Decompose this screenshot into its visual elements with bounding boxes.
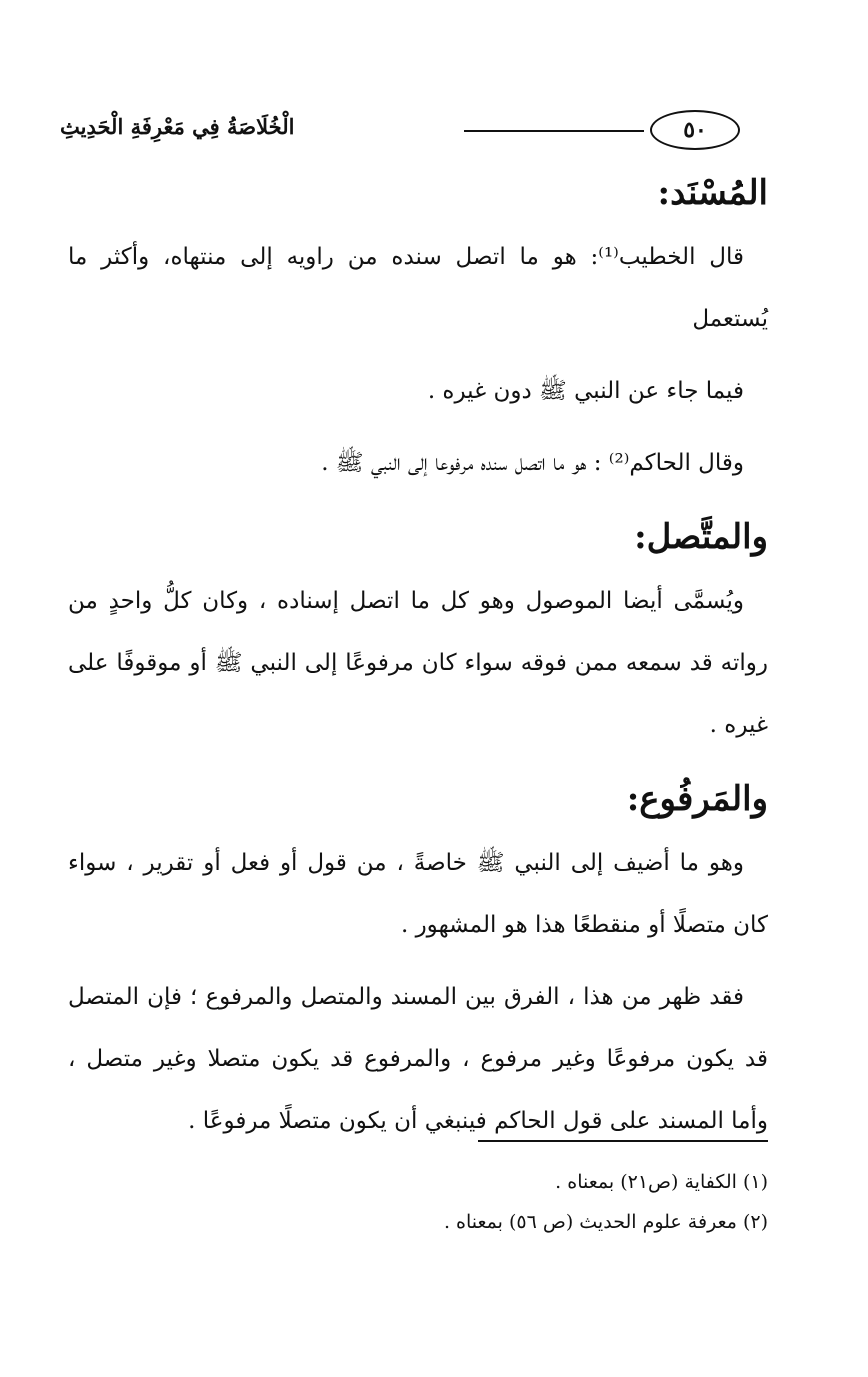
running-title: الْخُلَاصَةُ فِي مَعْرِفَةِ الْحَدِيثِ (60, 114, 295, 139)
paragraph-difference: فقد ظهر من هذا ، الفرق بين المسند والمتصل والمرفوع ؛ فإن المتصل قد يكون مرفوعًا وغير مرفوع ، والمرفوع قد يكون متصلا وغير متصل ، وأما المسند على قول الحاكم فينبغي أن يكون متصلًا مرفوعًا . (68, 984, 768, 1134)
paragraph-muttasil-definition: ويُسمَّى أيضا الموصول وهو كل ما اتصل إسناده ، وكان كلُّ واحدٍ من رواته قد سمعه ممن فوقه سواء كان مرفوعًا إلى النبي ﷺ أو موقوفًا على غيره . (68, 588, 768, 738)
paragraph-musnad-usage: فيما جاء عن النبي ﷺ دون غيره . (427, 378, 744, 404)
heading-muttasil: والمتَّصل: (634, 517, 768, 557)
footnotes (68, 1162, 768, 1242)
heading-musnad: المُسْنَد: (657, 173, 768, 213)
running-header (60, 104, 740, 156)
page-number: ٥٠ (650, 110, 740, 150)
header-rule (464, 130, 644, 132)
heading-marfu: والمَرفُوع: (626, 779, 768, 819)
footnote-1: (١) الكفاية (ص٢١) بمعناه . (555, 1171, 768, 1193)
footnote-2: (٢) معرفة علوم الحديث (ص ٥٦) بمعناه . (443, 1211, 768, 1233)
paragraph-marfu-definition: وهو ما أضيف إلى النبي ﷺ خاصةً ، من قول أو فعل أو تقرير ، سواء كان متصلًا أو منقطعًا هذا هو المشهور . (68, 850, 768, 938)
footnote-separator (478, 1140, 768, 1142)
page-body (68, 160, 768, 1162)
paragraph-musnad-hakim: وقال الحاكم⁽²⁾ : هو ما اتصل سنده مرفوعا إلى النبي ﷺ . (321, 450, 744, 476)
paragraph-musnad-definition: قال الخطيب⁽¹⁾: هو ما اتصل سنده من راويه إلى منتهاه، وأكثر ما يُستعمل (68, 244, 768, 332)
